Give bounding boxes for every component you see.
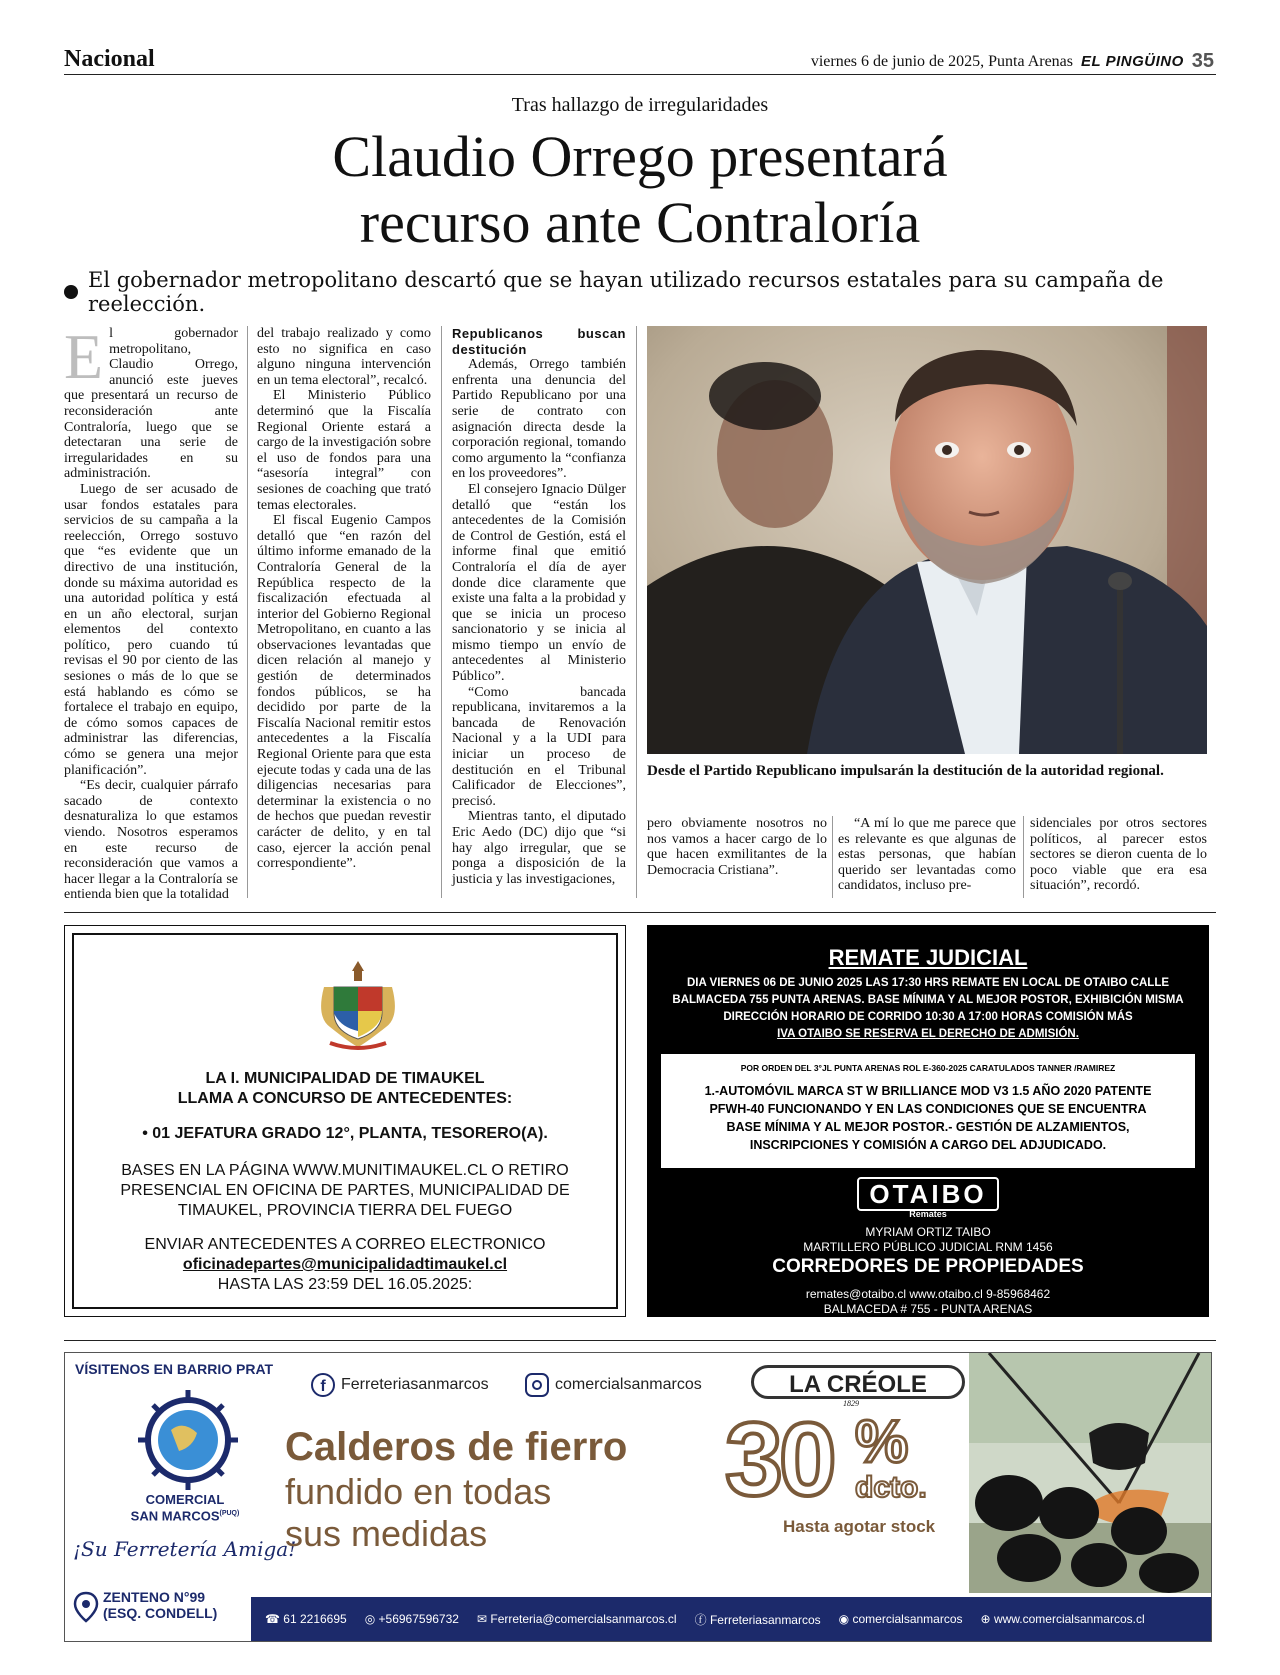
section-rule <box>64 1340 1216 1341</box>
paragraph: l gobernador metropolitano, Claudio Orrego, anunció este jueves que presentará un recurso de reconsideración ante Contraloría, luego que se detectaran una serie de irregularidades en su administración. <box>64 326 238 482</box>
ad-text: INSCRIPCIONES Y COMISIÓN A CARGO DEL ADJUDICADO. <box>749 1138 1107 1152</box>
instagram-link[interactable]: comercialsanmarcos <box>525 1373 702 1397</box>
hardware-store-ad <box>64 1352 1212 1642</box>
ships-wheel-logo-icon <box>113 1385 263 1495</box>
ad-title: REMATE JUDICIAL <box>828 945 1028 970</box>
ad-text: PFWH-40 FUNCIONANDO Y EN LAS CONDICIONES QUE SE ENCUENTRA <box>709 1102 1147 1116</box>
la-creole-logo: LA CRÉOLE <box>751 1365 965 1399</box>
email-link[interactable]: oficinadepartes@municipalidadtimaukel.cl <box>182 1256 508 1273</box>
ad-text: BASE MÍNIMA Y AL MEJOR POSTOR.- GESTIÓN DE ALZAMIENTOS, <box>726 1120 1130 1134</box>
paragraph: “Es decir, cualquier párrafo sacado de contexto desnaturaliza lo que estamos viendo. Nosotros esperamos en este recurso de reconsideración que vamos a hacer llegar a la Contraloría se entienda bien que la totalidad <box>64 778 238 903</box>
ad-text: DIRECCIÓN HORARIO DE CORRIDO 10:30 A 17:00 HORAS COMISIÓN MÁS <box>723 1011 1133 1023</box>
whatsapp-link[interactable]: ◎ +56967596732 <box>364 1612 459 1626</box>
subhead <box>64 268 1216 316</box>
dropcap: E <box>64 321 104 392</box>
paragraph: El consejero Ignacio Dülger detalló que “están los antecedentes de la Comisión de Control de Gestión, está el informe final que emitió Contraloría el día de ayer donde dice claramente que existe una falta a la probidad y que se inicia un proceso sancionatorio y se inicia al mismo tiempo un envío de antecedentes al Ministerio Público”. <box>452 481 626 685</box>
contact-info[interactable]: remates@otaibo.cl www.otaibo.cl 9-85968462 <box>805 1287 1051 1301</box>
paragraph: El fiscal Eugenio Campos detalló que “en razón del último informe emanado de la Contraloría General de la República respecto de la fiscalización efectuada al interior del Gobierno Regional Metropolitano, en cuanto a las observaciones levantadas que dicen relación al manejo y gestión de determinados fondos públicos, se ha decidido por parte de la Fiscalía Nacional remitir estos antecedentes a la Fiscalía Regional Oriente para que esta ejecute todas y cada una de las diligencias necesarias para determinar la existencia o no de hechos que puedan revestir carácter de delito, y en tal caso, ejercer la acción penal correspondiente”. <box>257 513 431 872</box>
paragraph: Además, Orrego también enfrenta una denuncia del Partido Republicano por una serie de contrato con asignación directa desde la corporación regional, tomando como argumento la “confianza en los proveedores”. <box>452 357 626 482</box>
cauldrons-photo <box>969 1353 1211 1593</box>
brand-name: COMERCIAL <box>145 1492 225 1507</box>
paragraph: El Ministerio Público determinó que la Fiscalía Regional Oriente estará a cargo de la investigación sobre el uso de fondos para una “asesoría integral” con sesiones de coaching que trató temas electorales. <box>257 388 431 513</box>
website-link[interactable]: ⊕ www.comercialsanmarcos.cl <box>980 1612 1145 1626</box>
ad-headline: sus medidas <box>285 1513 488 1554</box>
ad-text: TIMAUKEL, PROVINCIA TIERRA DEL FUEGO <box>177 1202 513 1219</box>
ad-text: BALMACEDA 755 PUNTA ARENAS. BASE MÍNIMA Y AL MEJOR POSTOR, EXHIBICIÓN MISMA <box>672 994 1184 1006</box>
ad-heading: CORREDORES DE PROPIEDADES <box>772 1256 1084 1277</box>
bullet-icon <box>64 285 78 299</box>
ad-text: IVA OTAIBO SE RESERVA EL DERECHO DE ADMISIÓN. <box>777 1028 1079 1040</box>
section-label: Nacional <box>64 46 155 72</box>
article-column <box>647 816 827 878</box>
globe-icon: ⊕ <box>980 1612 991 1626</box>
mail-icon: ✉ <box>476 1612 488 1626</box>
article-column <box>257 326 431 872</box>
ad-text: DIA VIERNES 06 DE JUNIO 2025 LAS 17:30 HRS REMATE EN LOCAL DE OTAIBO CALLE <box>686 977 1170 989</box>
paragraph: “Como bancada republicana, invitaremos a la bancada de Renovación Nacional y a la UDI para iniciar un proceso de destitución en el Tribunal Calificador de Elecciones”, precisó. <box>452 684 626 809</box>
headline-line: Claudio Orrego presentará <box>332 124 948 189</box>
ad-text: HASTA LAS 23:59 DEL 16.05.2025: <box>217 1276 473 1293</box>
brand-name: SAN $MARCOS^{(PUQ)}$ <box>130 1508 240 1524</box>
coat-of-arms-icon <box>310 957 406 1053</box>
discount-label: dcto. <box>855 1471 927 1504</box>
ad-text: BASES EN LA PÁGINA WWW.MUNITIMAUKEL.CL O RETIRO <box>121 1162 569 1179</box>
ad-title: LA I. MUNICIPALIDAD DE TIMAUKEL <box>205 1070 485 1087</box>
facebook-link[interactable]: f Ferreteriasanmarcos <box>311 1373 489 1397</box>
column-divider <box>1023 816 1024 898</box>
article-column <box>838 816 1016 894</box>
kicker: Tras hallazgo de irregularidades <box>511 94 769 116</box>
discount-percent: % <box>855 1408 909 1475</box>
ad-text: PRESENCIAL EN OFICINA DE PARTES, MUNICIPALIDAD DE <box>120 1182 570 1199</box>
ad-text: ENVIAR ANTECEDENTES A CORREO ELECTRONICO <box>144 1236 546 1253</box>
facebook-icon: f <box>311 1373 335 1397</box>
ad-text: MARTILLERO PÚBLICO JUDICIAL RNM 1456 <box>803 1240 1053 1254</box>
auction-details-box <box>661 1054 1195 1168</box>
ad-title: LLAMA A CONCURSO DE ANTECEDENTES: <box>177 1090 513 1107</box>
paragraph: del trabajo realizado y como esto no significa en caso alguno ninguna intervención en un tema electoral”, recalcó. <box>257 326 431 388</box>
address-line: ZENTENO N°99 <box>103 1589 206 1605</box>
subhead-text: El gobernador metropolitano descartó que se hayan utilizado recursos estatales para su campaña de reelección. <box>88 268 1164 316</box>
facebook-icon: ⓕ <box>694 1612 707 1627</box>
headline <box>100 124 1180 256</box>
facebook-link[interactable]: ⓕ Ferreteriasanmarcos <box>694 1612 821 1627</box>
column-divider <box>247 326 248 898</box>
address: BALMACEDA # 755 - PUNTA ARENAS <box>823 1302 1033 1316</box>
article-column <box>452 326 626 887</box>
page-header-info <box>811 50 1214 73</box>
header-rule <box>64 74 1216 75</box>
slogan: ¡Su Ferretería Amiga! <box>73 1537 297 1561</box>
ad-headline: fundido en todas <box>285 1471 552 1512</box>
section-subtitle: Republicanos buscan destitución <box>452 326 626 357</box>
paragraph: Mientras tanto, el diputado Eric Aedo (DC) dijo que “si hay algo irregular, que se ponga a disposición de la justicia y las investigaciones, <box>452 809 626 887</box>
article-column <box>64 321 238 903</box>
ad-border <box>72 933 618 1309</box>
phone-link[interactable]: ☎ 61 2216695 <box>265 1612 347 1626</box>
headline-line: recurso ante Contraloría <box>359 190 921 255</box>
la-creole-year: 1829 <box>843 1399 859 1408</box>
contact-bar <box>251 1597 1211 1641</box>
ad-text: 1.-AUTOMÓVIL MARCA ST W BRILLIANCE MOD V3 1.5 AÑO 2020 PATENTE <box>704 1084 1152 1098</box>
email-link[interactable]: ✉ Ferreteria@comercialsanmarcos.cl <box>476 1612 677 1626</box>
ad-headline: Calderos de fierro <box>285 1425 628 1469</box>
instagram-icon: ◉ <box>838 1612 850 1626</box>
column-divider <box>636 326 637 898</box>
stock-note: Hasta agotar stock <box>783 1517 936 1536</box>
column-divider <box>441 326 442 898</box>
instagram-icon <box>525 1373 549 1397</box>
otaibo-logo: OTAIBO Remates <box>647 1177 1209 1219</box>
paragraph: sidenciales por otros sectores políticos, al parecer estos sectores se dieron cuenta de lo poco viable que era esa situación”, recordó. <box>1030 816 1207 894</box>
instagram-link[interactable]: ◉ comercialsanmarcos <box>838 1612 963 1626</box>
municipality-ad <box>64 925 626 1317</box>
section-rule <box>64 912 1216 913</box>
court-order: POR ORDEN DEL 3°JL PUNTA ARENAS ROL E-360-2025 CARATULADOS TANNER /RAMIREZ <box>740 1063 1116 1073</box>
ad-item: • 01 JEFATURA GRADO 12°, PLANTA, TESORERO(A). <box>142 1125 548 1142</box>
article-photo <box>647 326 1207 754</box>
phone-icon: ☎ <box>265 1612 280 1626</box>
paragraph: pero obviamente nosotros no nos vamos a hacer cargo de lo que hacen exmilitantes de la Democracia Cristiana”. <box>647 816 827 878</box>
ad-text: MYRIAM ORTIZ TAIBO <box>865 1225 991 1239</box>
paragraph: “A mí lo que me parece que es relevante es que algunas de estas personas, que habían querido ser levantadas como candidatos, incluso pre- <box>838 816 1016 894</box>
ad-text: VÍSITENOS EN BARRIO PRAT <box>75 1361 274 1377</box>
whatsapp-icon: ◎ <box>364 1612 376 1626</box>
article-column <box>1030 816 1207 894</box>
paragraph: Luego de ser acusado de usar fondos estatales para servicios de su campaña a la reelección, Orrego sostuvo que “es evidente que un directivo de una institución, donde su máxima autoridad es una autoridad política y está en un año electoral, surjan elementos del contexto político, pero cuando tú revisas el 90 por ciento de las sesiones o más de lo que se está hablando es cómo se fortalece el trabajo en equipo, de cómo somos capaces de administrar las diferencias, cómo se genera una mejor planificación”. <box>64 481 238 778</box>
address-line: (ESQ. CONDELL) <box>103 1605 218 1621</box>
page-number: 35 <box>1191 50 1214 72</box>
photo-illustration <box>647 326 1207 754</box>
auction-ad <box>647 925 1209 1317</box>
discount-value: 30 <box>725 1402 833 1518</box>
dateline: viernes 6 de junio de 2025, Punta Arenas <box>810 52 1073 70</box>
photo-caption: Desde el Partido Republicano impulsarán la destitución de la autoridad regional. <box>647 763 1164 779</box>
paper-logo: EL PINGÜINO <box>1081 53 1184 70</box>
column-divider <box>832 816 833 898</box>
location-pin-icon <box>73 1591 99 1623</box>
